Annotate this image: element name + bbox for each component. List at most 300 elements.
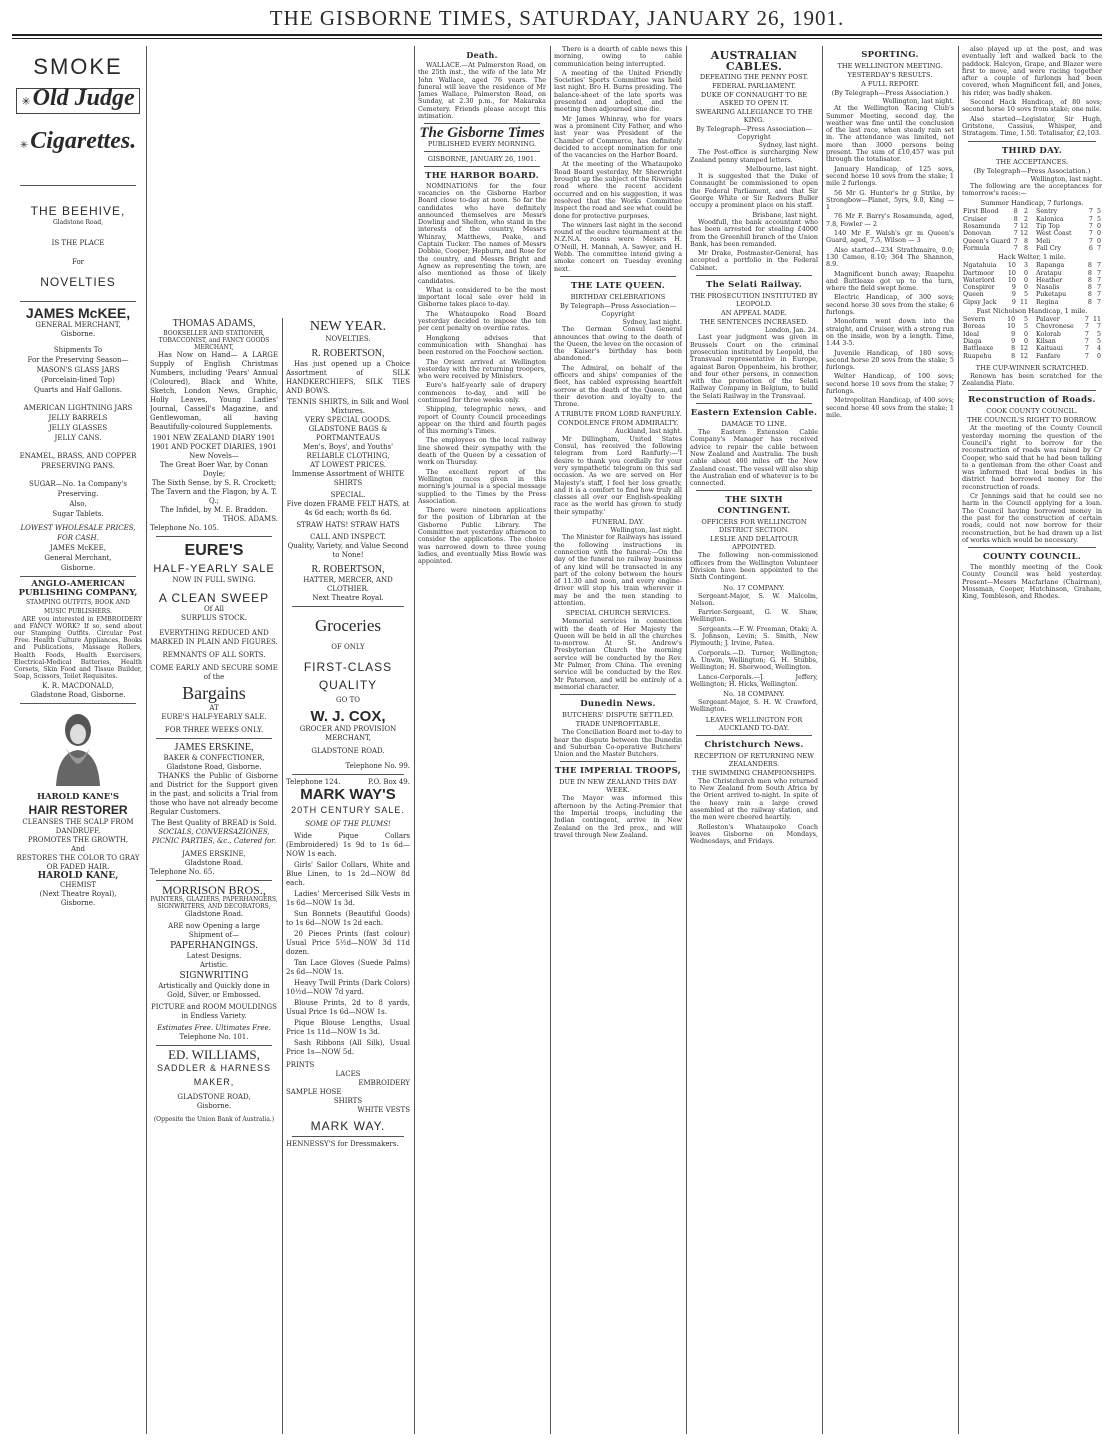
- horse-name: Queen's Guard: [963, 237, 1011, 245]
- mckee-line: For the Preserving Season—: [27, 355, 129, 364]
- selati-subheading: AN APPEAL MADE.: [720, 309, 788, 318]
- acceptance-table: [962, 262, 1029, 306]
- adams-line: The Sixth Sense, by S. R. Crockett;: [151, 479, 277, 487]
- weight-value: 7: [1088, 237, 1093, 245]
- erskine-ad: [150, 742, 278, 877]
- county-council-heading: COUNTY COUNCIL.: [982, 552, 1082, 563]
- weight-value: 10: [1007, 276, 1016, 284]
- weight-value: 7: [1084, 323, 1089, 331]
- robertson-line: CALL AND INSPECT.: [310, 533, 386, 541]
- weight-value: 10: [1007, 316, 1016, 324]
- mckee-line: Sugar Tablets.: [52, 509, 104, 518]
- kane-line: RESTORES THE COLOR TO GRAY OR FADED HAIR.: [16, 853, 140, 871]
- contingent-line: Lance-Corporals.—J. Jeffery, Wellington; H. Hicks, Wellington.: [690, 672, 818, 688]
- horse-name: Sentry: [1036, 208, 1058, 216]
- ornament-icon: ✳: [21, 95, 31, 108]
- selati-subheading: THE PROSECUTION INSTITUTED BY LEOPOLD.: [690, 292, 818, 309]
- weight-value: 7: [1096, 323, 1101, 331]
- article-paragraph: The employees on the local railway line showed their sympathy with the death of the Queen by a cessation of work on Thursday.: [418, 436, 546, 467]
- mckee-line: MASON'S GLASS JARS: [36, 365, 120, 374]
- article-paragraph: Rolleston's Whataupoko Coach leaves Gisborne on Mondays, Wednesdays, and Fridays.: [690, 822, 818, 846]
- morrison-line: Artistically and Quickly done in Gold, Silver, or Embossed.: [158, 982, 270, 999]
- late-queen-subheading: BIRTHDAY CELEBRATIONS: [570, 292, 666, 301]
- robertson-line: VERY SPECIAL GOODS.: [304, 416, 392, 424]
- weight-value: 8: [1011, 352, 1016, 360]
- article-paragraph: The winners last night in the second round of the euchre tournament at the N.Z.N.A. rooms were Messrs H. O'Neill, H. Mannah, A. Sawyer, and H. Webb. The committee intend giving a smoke concert on Tuesday evening next.: [554, 220, 682, 273]
- weight-value: 10: [1007, 269, 1016, 277]
- horse-name: Meli: [1036, 237, 1051, 245]
- place-line: Wellington, last night.: [882, 97, 954, 105]
- old-judge-box: [16, 85, 140, 114]
- published-line: PUBLISHED EVERY MORNING.: [427, 139, 537, 148]
- eures-foot: EURE'S HALF-YEARLY SALE.: [161, 713, 267, 721]
- weight-value: 3: [1023, 262, 1028, 270]
- adams-line: 1901 AND POCKET DIARIES, 1901: [151, 443, 277, 451]
- mckee-line: SUGAR—No. 1a Company's Preserving.: [29, 479, 127, 498]
- place-line: London, Jan. 24.: [764, 326, 818, 335]
- weight-value: 11: [1092, 316, 1101, 324]
- erskine-bread: The Best Quality of BREAD is Sold.: [151, 819, 277, 827]
- article-paragraph: The Post-office is surcharging New Zealand penny stamped letters.: [690, 148, 818, 164]
- markway-item: Pique Blouse Lengths, Usual Price 1s 11d—NOW 1s 3d.: [286, 1019, 410, 1036]
- leaves-heading: LEAVES WELLINGTON FOR AUCKLAND TO-DAY.: [705, 715, 803, 732]
- markway-plums: SOME OF THE PLUMS!: [305, 820, 391, 828]
- markway-tail: SAMPLE HOSE: [286, 1088, 342, 1096]
- weight-value: 6: [1088, 244, 1093, 252]
- race-result: Welter Handicap, of 100 sovs; second horse 10 sovs from the stake; 7 furlongs.: [826, 372, 954, 395]
- weight-value: 11: [1019, 298, 1028, 306]
- article-paragraph: The Whataupoko Road Board yesterday decided to impose the ten per cent penalty on overdue rates.: [418, 309, 546, 333]
- byline: (By Telegraph—Press Association.): [973, 166, 1091, 175]
- acceptance-row: [1035, 316, 1102, 323]
- acceptance-row: [1035, 245, 1102, 252]
- acceptance-row: [962, 208, 1029, 215]
- newspaper-nameplate: The Gisborne Times: [419, 125, 545, 142]
- death-heading: Death.: [466, 50, 498, 60]
- horse-name: Fall Cry: [1036, 244, 1062, 252]
- weight-value: 12: [1019, 345, 1028, 353]
- morrison-town: Gladstone Road.: [184, 910, 244, 918]
- article-paragraph: Mr Dillingham, United States Consul, has received the following telegram from Lord Ranfurly:—'I desire to thank you cordially for your very sympathetic telegram on this sad occasion. As we are served on Her Majesty's staff, I feel her loss greatly, and it is a comfort to find how truly all classes all over our English-speaking race as the world has grown to study their sympathy.': [554, 434, 682, 516]
- markway-item: Blouse Prints, 2d to 8 yards, Usual Price 1s 6d—NOW 1s.: [286, 999, 410, 1016]
- markway-tail: EMBROIDERY: [358, 1079, 410, 1087]
- robertson-line: GLADSTONE BAGS & PORTMANTEAUS: [308, 425, 388, 442]
- weight-value: 7: [1084, 316, 1089, 324]
- masthead-rule: [12, 34, 1102, 36]
- selati-subheading: THE SENTENCES INCREASED.: [699, 318, 809, 327]
- adams-line: 1901 NEW ZEALAND DIARY 1901: [152, 434, 276, 442]
- horse-name: Rapanga: [1036, 262, 1065, 270]
- mckee-line: Shipments To: [53, 345, 103, 354]
- eures-bargains: Bargains: [182, 683, 246, 703]
- robertson-line: Quality, Variety, and Value Second to None!: [287, 542, 409, 559]
- morrison-line: Latest Designs.: [186, 952, 242, 960]
- weight-value: 8: [1023, 244, 1028, 252]
- robertson-line: AT LOWEST PRICES.: [310, 461, 386, 469]
- race-result: 140 Mr F. Walsh's gr m Queen's Guard, aged, 7.5, Wilson — 3: [826, 229, 954, 245]
- acceptance-row: [962, 230, 1029, 237]
- beehive-place: IS THE PLACE: [51, 238, 105, 247]
- anglo-subtitle: STAMPING OUTFITS, BOOK AND MUSIC PUBLISHERS.: [26, 598, 130, 615]
- horse-name: Heather: [1036, 276, 1063, 284]
- mckee-line: JELLY BARRELS: [48, 413, 108, 422]
- smoke-ad-title: SMOKE: [33, 54, 123, 79]
- erskine-body: THANKS the Public of Gisborne and District for the Support given in the past, and solicits a Trial from those who have not already become Regular Customers.: [150, 772, 278, 816]
- acceptance-row: [962, 238, 1029, 245]
- selati-heading: The Selati Railway.: [706, 280, 802, 291]
- australian-cables-heading: AUSTRALIAN CABLES.: [710, 49, 798, 73]
- article-paragraph: Cr Jennings said that he could see no harm in the Council applying for a loan. The Council having borrowed money in the past for the construction of certain roads, could not now borrow for their reconstruction, but he had drawn up a list of works which would be necessary.: [962, 492, 1102, 544]
- horse-name: Kalonica: [1036, 215, 1064, 223]
- mckee-line: JELLY GLASSES: [48, 423, 108, 432]
- weight-value: 7: [1096, 269, 1101, 277]
- death-notice: WALLACE.—At Palmerston Road, on the 25th inst., the wife of the late Mr John Wallace, aged 76 years. The funeral will leave the residence of Mr James Wallace, Palmerston Road, on Sunday, at 2.30 p.m., for Makaraka Cemetery. Friends please accept this intimation.: [418, 61, 546, 121]
- robertson2-subtitle: HATTER, MERCER, AND CLOTHIER.: [303, 576, 393, 593]
- weight-value: 7: [1084, 337, 1089, 345]
- horse-name: Dartmoor: [963, 269, 994, 277]
- acceptance-row: [962, 284, 1029, 291]
- eures-line: SURPLUS STOCK.: [181, 614, 247, 622]
- sporting-subheading: YESTERDAY'S RESULTS.: [847, 71, 933, 79]
- kane-line: And: [70, 844, 86, 853]
- mckee-title: JAMES McKEE,: [25, 304, 131, 321]
- williams-ad: [150, 1049, 278, 1124]
- sixth-contingent-heading: THE SIXTH CONTINGENT.: [717, 495, 791, 517]
- weight-value: 12: [1019, 352, 1028, 360]
- article-paragraph: The German Consul General announces that owing to the death of the Queen, the levee on the occasion of the Kaiser's birthday has been abandoned.: [554, 325, 682, 363]
- acceptance-row: [962, 345, 1029, 352]
- beehive-novelties: NOVELTIES: [40, 274, 116, 289]
- weight-value: 0: [1023, 337, 1028, 345]
- weight-value: 7: [1096, 291, 1101, 299]
- weight-value: 10: [1007, 262, 1016, 270]
- kane-line: CLEANSES THE SCALP FROM DANDRUFF,: [22, 817, 134, 835]
- federal-parliament-heading: FEDERAL PARLIAMENT.: [712, 82, 796, 90]
- morrison-title: MORRISON BROS.,: [162, 883, 266, 897]
- markway-signature: MARK WAY.: [310, 1119, 386, 1133]
- eastern-cable-subheading: DAMAGE TO LINE.: [721, 420, 787, 429]
- acceptance-row: [962, 353, 1029, 360]
- acceptance-row: [962, 245, 1029, 252]
- column-right-ads: [286, 318, 410, 1436]
- weight-value: 7: [1013, 230, 1018, 238]
- horse-name: Battleaxe: [963, 345, 994, 353]
- robertson-line: SPECIAL.: [330, 491, 366, 499]
- adams-ad: [150, 318, 278, 533]
- groceries-title: Groceries: [314, 616, 382, 635]
- weight-value: 0: [1023, 269, 1028, 277]
- article-paragraph: Last year judgment was given in Brussels Court on the criminal prosecution instituted by Leopold, the Transvaal representative in Europe, against Baron Oppenheim, his brother, and four other persons, in connection with the promotion of the Selati Railway Company in Belgium, to build the Selati Railway in the Transvaal.: [690, 333, 818, 400]
- acceptance-row: [962, 331, 1029, 338]
- horse-name: Queen: [963, 291, 984, 299]
- weight-value: 8: [1087, 269, 1092, 277]
- acceptance-row: [1035, 223, 1102, 230]
- byline: By Telegraph—Press Association—Copyright: [696, 125, 812, 141]
- horse-name: Tip Top: [1036, 223, 1060, 231]
- article-paragraph: Mr Drake, Postmaster-General, has accepted a portfolio in the Federal Cabinet.: [690, 249, 818, 272]
- weight-value: 5: [1023, 323, 1028, 331]
- horse-name: Formula: [963, 244, 990, 252]
- swimming-heading: THE SWIMMING CHAMPIONSHIPS.: [691, 768, 817, 777]
- column-left-ads: [14, 46, 142, 1436]
- horse-name: Conspirer: [963, 284, 995, 292]
- article-paragraph: Also started—Legislator, Sir Hugh, Gritstone, Cassius, Whisper, and Stratagem. Time, 1.50. Totalisator, £2,103.: [962, 114, 1102, 138]
- anglo-town: Gladstone Road, Gisborne.: [30, 691, 126, 700]
- weight-value: 7: [1088, 215, 1093, 223]
- sporting-heading: SPORTING.: [861, 50, 919, 60]
- article-paragraph: The Conciliation Board met to-day to hear the dispute between the Dunedin and Suburban Co-operative Butchers' Union and the Master Butchers.: [554, 728, 682, 759]
- weight-value: 8: [1013, 215, 1018, 223]
- dateline: GISBORNE, JANUARY 26, 1901.: [427, 154, 537, 163]
- hennessy-ad: HENNESSY'S for Dressmakers.: [286, 1140, 399, 1148]
- eures-at: AT: [209, 704, 219, 712]
- kane-line: (Next Theatre Royal),: [39, 889, 117, 898]
- acceptance-row: [962, 277, 1029, 284]
- eures-weeks: FOR THREE WEEKS ONLY.: [164, 726, 264, 734]
- morrison-line: ARE now Opening a large Shipment of—: [168, 922, 260, 939]
- horse-name: Kilsan: [1036, 337, 1056, 345]
- weight-value: 8: [1087, 298, 1092, 306]
- horse-name: Puketapu: [1036, 291, 1067, 299]
- weight-value: 10: [1007, 323, 1016, 331]
- weight-value: 8: [1087, 262, 1092, 270]
- acceptance-row: [1035, 353, 1102, 360]
- article-paragraph: The Eastern Extension Cable Company's Manager has received advice to repair the cable between New Zealand and Australia. The bush cable about 400 miles off the New Zealand coast. The vessel will also ship the Australian end of whatever is to be connected.: [690, 428, 818, 488]
- acceptance-row: [962, 223, 1029, 230]
- sporting-subheading: A FULL REPORT.: [861, 80, 919, 88]
- erskine-town: Gladstone Road, Gisborne.: [166, 763, 262, 771]
- horse-name: Ideal: [963, 330, 980, 338]
- markway-title: MARK WAY'S: [300, 786, 396, 803]
- weight-value: 5: [1096, 208, 1101, 216]
- weight-value: 8: [1011, 345, 1016, 353]
- erskine-town2: Gladstone Road.: [184, 859, 244, 867]
- adams-line: The Great Boer War, by Conan Doyle;: [159, 461, 269, 478]
- article-paragraph: Shipping, telegraphic news, and report of County Council proceedings appear on the third and fourth pages of this morning's Times.: [418, 405, 546, 436]
- acceptance-row: [1035, 331, 1102, 338]
- weight-value: 9: [1011, 284, 1016, 292]
- admiralty-heading: CONDOLENCE FROM ADMIRALTY.: [557, 419, 679, 428]
- article-paragraph: The Minister for Railways has issued the following instructions in connection with the funeral:—On the day of the funeral no railway business of any kind will be transacted in any part of the colony between the hours of 11.30 and noon, and every engine-driver will stop his train wherever it may be and the men standing to attention.: [554, 533, 682, 607]
- place-line: Sydney, last night.: [758, 141, 818, 149]
- cox-line: FIRST-CLASS: [303, 660, 393, 674]
- robertson-line: STRAW HATS! STRAW HATS: [296, 521, 400, 529]
- column-8: [962, 46, 1102, 1436]
- eures-line: REMNANTS OF ALL SORTS.: [162, 651, 266, 659]
- weight-value: 7: [1084, 345, 1089, 353]
- robertson-line: TENNIS SHIRTS, in Silk and Wool Mixtures.: [287, 398, 409, 415]
- robertson-body: Has just opened up a Choice Assortment of SILK HANDKERCHIEFS, SILK TIES AND BOWS.: [286, 360, 410, 395]
- beehive-for: For: [71, 257, 85, 266]
- weight-value: 7: [1096, 262, 1101, 270]
- horse-name: Nasalis: [1036, 284, 1060, 292]
- contingent-line: Sergeant-Major, S. W. Malcolm, Nelson.: [690, 591, 818, 607]
- mckee-line: JELLY CANS.: [54, 433, 102, 442]
- acceptance-row: [1035, 345, 1102, 352]
- morrison-line: Artistic.: [199, 961, 229, 969]
- article-paragraph: Monoform went down into the straight, and Cruiser, with a strong run on the inside, won by a length. Time, 1.44 3-5.: [826, 317, 954, 348]
- sixth-contingent-subheading: LESLIE AND DELAITOUR APPOINTED.: [710, 535, 798, 552]
- kane-line: CHEMIST: [60, 880, 96, 889]
- horse-name: Aratapu: [1036, 269, 1062, 277]
- weight-value: 7: [1096, 284, 1101, 292]
- weight-value: 2: [1023, 215, 1028, 223]
- markway-tail: SHIRTS: [333, 1097, 363, 1105]
- article-paragraph: Magnificent bunch away; Ruapehu and Battleaxe got up to the turn, where the field swept home.: [826, 269, 954, 293]
- article-paragraph: At the meeting of the County Council yesterday morning the question of the Council's right to borrow for the reconstruction of roads was raised by Cr Cooper, who said that he had been talking to a gentleman from the other Coast and was informed that local bodies in his district had borrowed money for the reconstruction of roads.: [962, 424, 1102, 491]
- kane-line: HAROLD KANE,: [37, 870, 119, 881]
- eures-line: COME EARLY AND SECURE SOME: [150, 664, 278, 672]
- adams-subtitle: BOOKSELLER AND STATIONER, TOBACCONIST, and FANCY GOODS MERCHANT,: [158, 330, 270, 351]
- special-services-heading: SPECIAL CHURCH SERVICES.: [565, 609, 671, 618]
- weight-value: 0: [1096, 237, 1101, 245]
- race-result: Metropolitan Handicap, of 400 sovs; second horse 40 sovs from the stake; 1 mile.: [826, 396, 954, 419]
- williams-town: GLADSTONE ROAD,: [177, 1093, 251, 1101]
- column-5: [554, 46, 682, 1436]
- weight-value: 5: [1023, 291, 1028, 299]
- markway-item: Wide Pique Collars (Embroidered) 1s 9d to 1s 6d—NOW 1s each.: [286, 832, 410, 858]
- acceptance-row: [962, 291, 1029, 298]
- weight-value: 5: [1096, 330, 1101, 338]
- kane-portrait: [14, 708, 142, 788]
- markway-item: Sun Bonnets (Beautiful Goods) to 1s 6d—NOW 1s 2d each.: [286, 910, 410, 927]
- column-6: [690, 46, 818, 1436]
- weight-value: 7: [1088, 223, 1093, 231]
- article-paragraph: There is a dearth of cable news this morning, owing to cable communication being interrupted.: [554, 46, 682, 68]
- markway-item: Ladies' Mercerised Silk Vests in 1s 6d—NOW 1s 3d.: [286, 890, 410, 907]
- horse-name: Ruapehu: [963, 352, 992, 360]
- acceptance-table: [1035, 316, 1102, 360]
- mckee-line: Also,: [69, 499, 87, 508]
- article-paragraph: NOMINATIONS for the four vacancies on the Gisborne Harbor Board close to-day at noon. So far the candidates who have definitely announced themselves are Messrs Dowling and Shelton, who stand in the interests of the country, Messrs Whinray, Matthews, Peake, and Captain Tucker. The names of Messrs Dobbie, Cooper, Hepburn, and Rose for the country, and Messrs Bright and Agnew as representing the town, are also mentioned as those of likely candidates.: [418, 181, 546, 285]
- williams-title: ED. WILLIAMS,: [168, 1047, 260, 1062]
- acceptance-row: [1035, 299, 1102, 306]
- erskine-title: JAMES ERSKINE,: [174, 742, 254, 753]
- article-paragraph: It is suggested that the Duke of Connaught be commissioned to open the Federal Parliament, and that Sir George White or Sir Redvers Buller occupy a prominent place on his staff.: [690, 172, 818, 210]
- sporting-subheading: THE WELLINGTON MEETING.: [837, 62, 943, 70]
- acceptance-row: [962, 316, 1029, 323]
- newyear-title: NEW YEAR.: [309, 319, 387, 334]
- newyear-novelties: NOVELTIES.: [325, 335, 371, 343]
- acceptance-row: [962, 262, 1029, 269]
- reception-heading: RECEPTION OF RETURNING NEW ZEALANDERS.: [694, 751, 814, 768]
- morrison-ad: [150, 884, 278, 1042]
- duke-heading: DUKE OF CONNAUGHT TO BE ASKED TO OPEN IT.: [700, 91, 808, 107]
- markway-item: Girls' Sailor Collars, White and Blue Linen, to 1s 2d—NOW 8d each.: [286, 861, 410, 887]
- place-line: Brisbane, last night.: [752, 210, 818, 219]
- williams-subtitle: SADDLER & HARNESS MAKER,: [156, 1063, 272, 1087]
- article-paragraph: Eure's half-yearly sale of drapery commences to-day, and will be continued for three weeks only.: [418, 381, 546, 404]
- weight-value: 7: [1096, 244, 1101, 252]
- place-line: Melbourne, last night.: [745, 164, 818, 173]
- column-4: [418, 46, 546, 1436]
- woman-portrait-icon: [48, 708, 108, 786]
- weight-value: 5: [1096, 215, 1101, 223]
- beehive-address: Gladstone Road,: [52, 218, 103, 226]
- weight-value: 7: [1013, 223, 1018, 231]
- masthead: THE GISBORNE TIMES, SATURDAY, JANUARY 26, 1901.: [269, 6, 845, 30]
- mckee-town: Gisborne.: [60, 329, 96, 338]
- weight-value: 7: [1088, 230, 1093, 238]
- cox-telephone: Telephone No. 99.: [345, 762, 410, 770]
- kane-ad: [14, 793, 142, 908]
- adams-signature: THOS. ADAMS.: [222, 515, 278, 523]
- mckee-line: Gisborne.: [60, 563, 96, 572]
- race-table-heading: Fast Nicholson Handicap, 1 mile.: [976, 307, 1088, 316]
- weight-value: 7: [1084, 352, 1089, 360]
- acceptance-row: [1035, 262, 1102, 269]
- robertson2-title: R. ROBERTSON,: [311, 564, 385, 575]
- horse-name: Boreas: [963, 323, 986, 331]
- byline: By Telegraph—Press Association—Copyright: [560, 301, 676, 318]
- imperial-troops-heading: THE IMPERIAL TROOPS,: [554, 766, 681, 777]
- race-result: 76 Mr F. Barry's Rosamunda, aged, 7.8, Fowler — 2: [826, 212, 954, 228]
- beehive-title: THE BEEHIVE,: [30, 203, 126, 218]
- mckee-line: General Merchant,: [44, 553, 112, 562]
- weight-value: 7: [1013, 237, 1018, 245]
- acceptance-row: [1035, 230, 1102, 237]
- cox-title: W. J. COX,: [310, 708, 386, 725]
- erskine-telephone: Telephone No. 65.: [150, 868, 215, 876]
- weight-value: 7: [1096, 298, 1101, 306]
- weight-value: 8: [1087, 291, 1092, 299]
- place-line: Wellington, last night.: [1030, 174, 1102, 183]
- cox-line: QUALITY: [318, 678, 378, 692]
- funeral-day-heading: FUNERAL DAY.: [591, 518, 645, 527]
- article-paragraph: A meeting of the United Friendly Societies' Sports Committee was held last night. Bro H. Burns presiding. The balance-sheet of the late sports was presented and adopted, and the meeting then adjourned sine die.: [554, 68, 682, 114]
- kane-line: Gisborne.: [60, 898, 96, 907]
- contingent-line: Corporals.—D. Turner, Wellington; A. Unwin, Wellington; G. H. Stubbs, Wellington; H. Sherwood, Wellington.: [690, 648, 818, 672]
- horse-name: Regina: [1036, 298, 1059, 306]
- horse-name: Donovan: [963, 230, 992, 238]
- article-paragraph: The excellent report of the Wellington races given in this morning's journal is a special message supplied to the Times by the Press Association.: [418, 467, 546, 505]
- masthead-rule-thin: [12, 38, 1102, 39]
- markway-subtitle: 20TH CENTURY SALE.: [291, 805, 405, 815]
- kane-line: PROMOTES THE GROWTH,: [27, 835, 129, 844]
- weight-value: 0: [1096, 230, 1101, 238]
- anglo-american-ad: [14, 580, 142, 701]
- horse-name: Waterlord: [963, 276, 995, 284]
- contingent-line: Sergeant-Major, S. H. W. Crawford, Wellington.: [690, 698, 818, 714]
- weight-value: 7: [1013, 244, 1018, 252]
- column-7: [826, 46, 954, 1436]
- article-paragraph: At the meeting of the Whataupoko Road Board yesterday, Mr Sherwright brought up the subject of the Riverside road where the recent accident occurred and on his suggestion, it was resolved that the Works Committee inspect the road and see what could be done for protective purposes.: [554, 160, 682, 220]
- markway-telephone: Telephone 124.: [286, 778, 341, 786]
- weight-value: 9: [1011, 298, 1016, 306]
- horse-name: Rosamunda: [963, 223, 1001, 231]
- eures-line: A CLEAN SWEEP: [158, 591, 270, 605]
- eastern-cable-heading: Eastern Extension Cable.: [690, 408, 818, 419]
- cigarettes-title: Cigarettes.: [30, 128, 137, 155]
- eures-line: Of All: [203, 605, 225, 613]
- horse-name: Cruiser: [963, 215, 987, 223]
- adams-title: THOMAS ADAMS,: [172, 318, 256, 329]
- weight-value: 9: [1011, 330, 1016, 338]
- erskine-socials: SOCIALS, CONVERSAZIONES, PICNIC PARTIES, &c., Catered for.: [151, 828, 277, 845]
- morrison-line: Estimates Free. Ultimates Free.: [157, 1024, 271, 1032]
- acceptance-row: [1035, 284, 1102, 291]
- markway-pobox: P.O. Box 49.: [368, 778, 410, 786]
- race-result: January Handicap, of 125 sovs, second horse 10 sovs from the stake; 1 mile 2 furlongs.: [826, 164, 954, 188]
- late-queen-heading: THE LATE QUEEN.: [570, 280, 666, 291]
- column-mid-ads: [150, 318, 278, 1436]
- article-paragraph: The following are the acceptances for tomorrow's races:—: [962, 181, 1102, 198]
- mckee-line: ENAMEL, BRASS, AND COPPER PRESERVING PANS.: [19, 451, 137, 470]
- article-paragraph: At the Wellington Racing Club's Summer Meeting, second day, the weather was fine until the conclusion of the last race, when steady rain set in. The attendance was limited, not more than 3000 persons being present. The sum of £10,457 was put through the totalisator.: [826, 104, 954, 164]
- acceptance-row: [962, 323, 1029, 330]
- reconstruction-subheading: COOK COUNTY COUNCIL.: [986, 407, 1078, 416]
- horse-name: Diaga: [963, 337, 982, 345]
